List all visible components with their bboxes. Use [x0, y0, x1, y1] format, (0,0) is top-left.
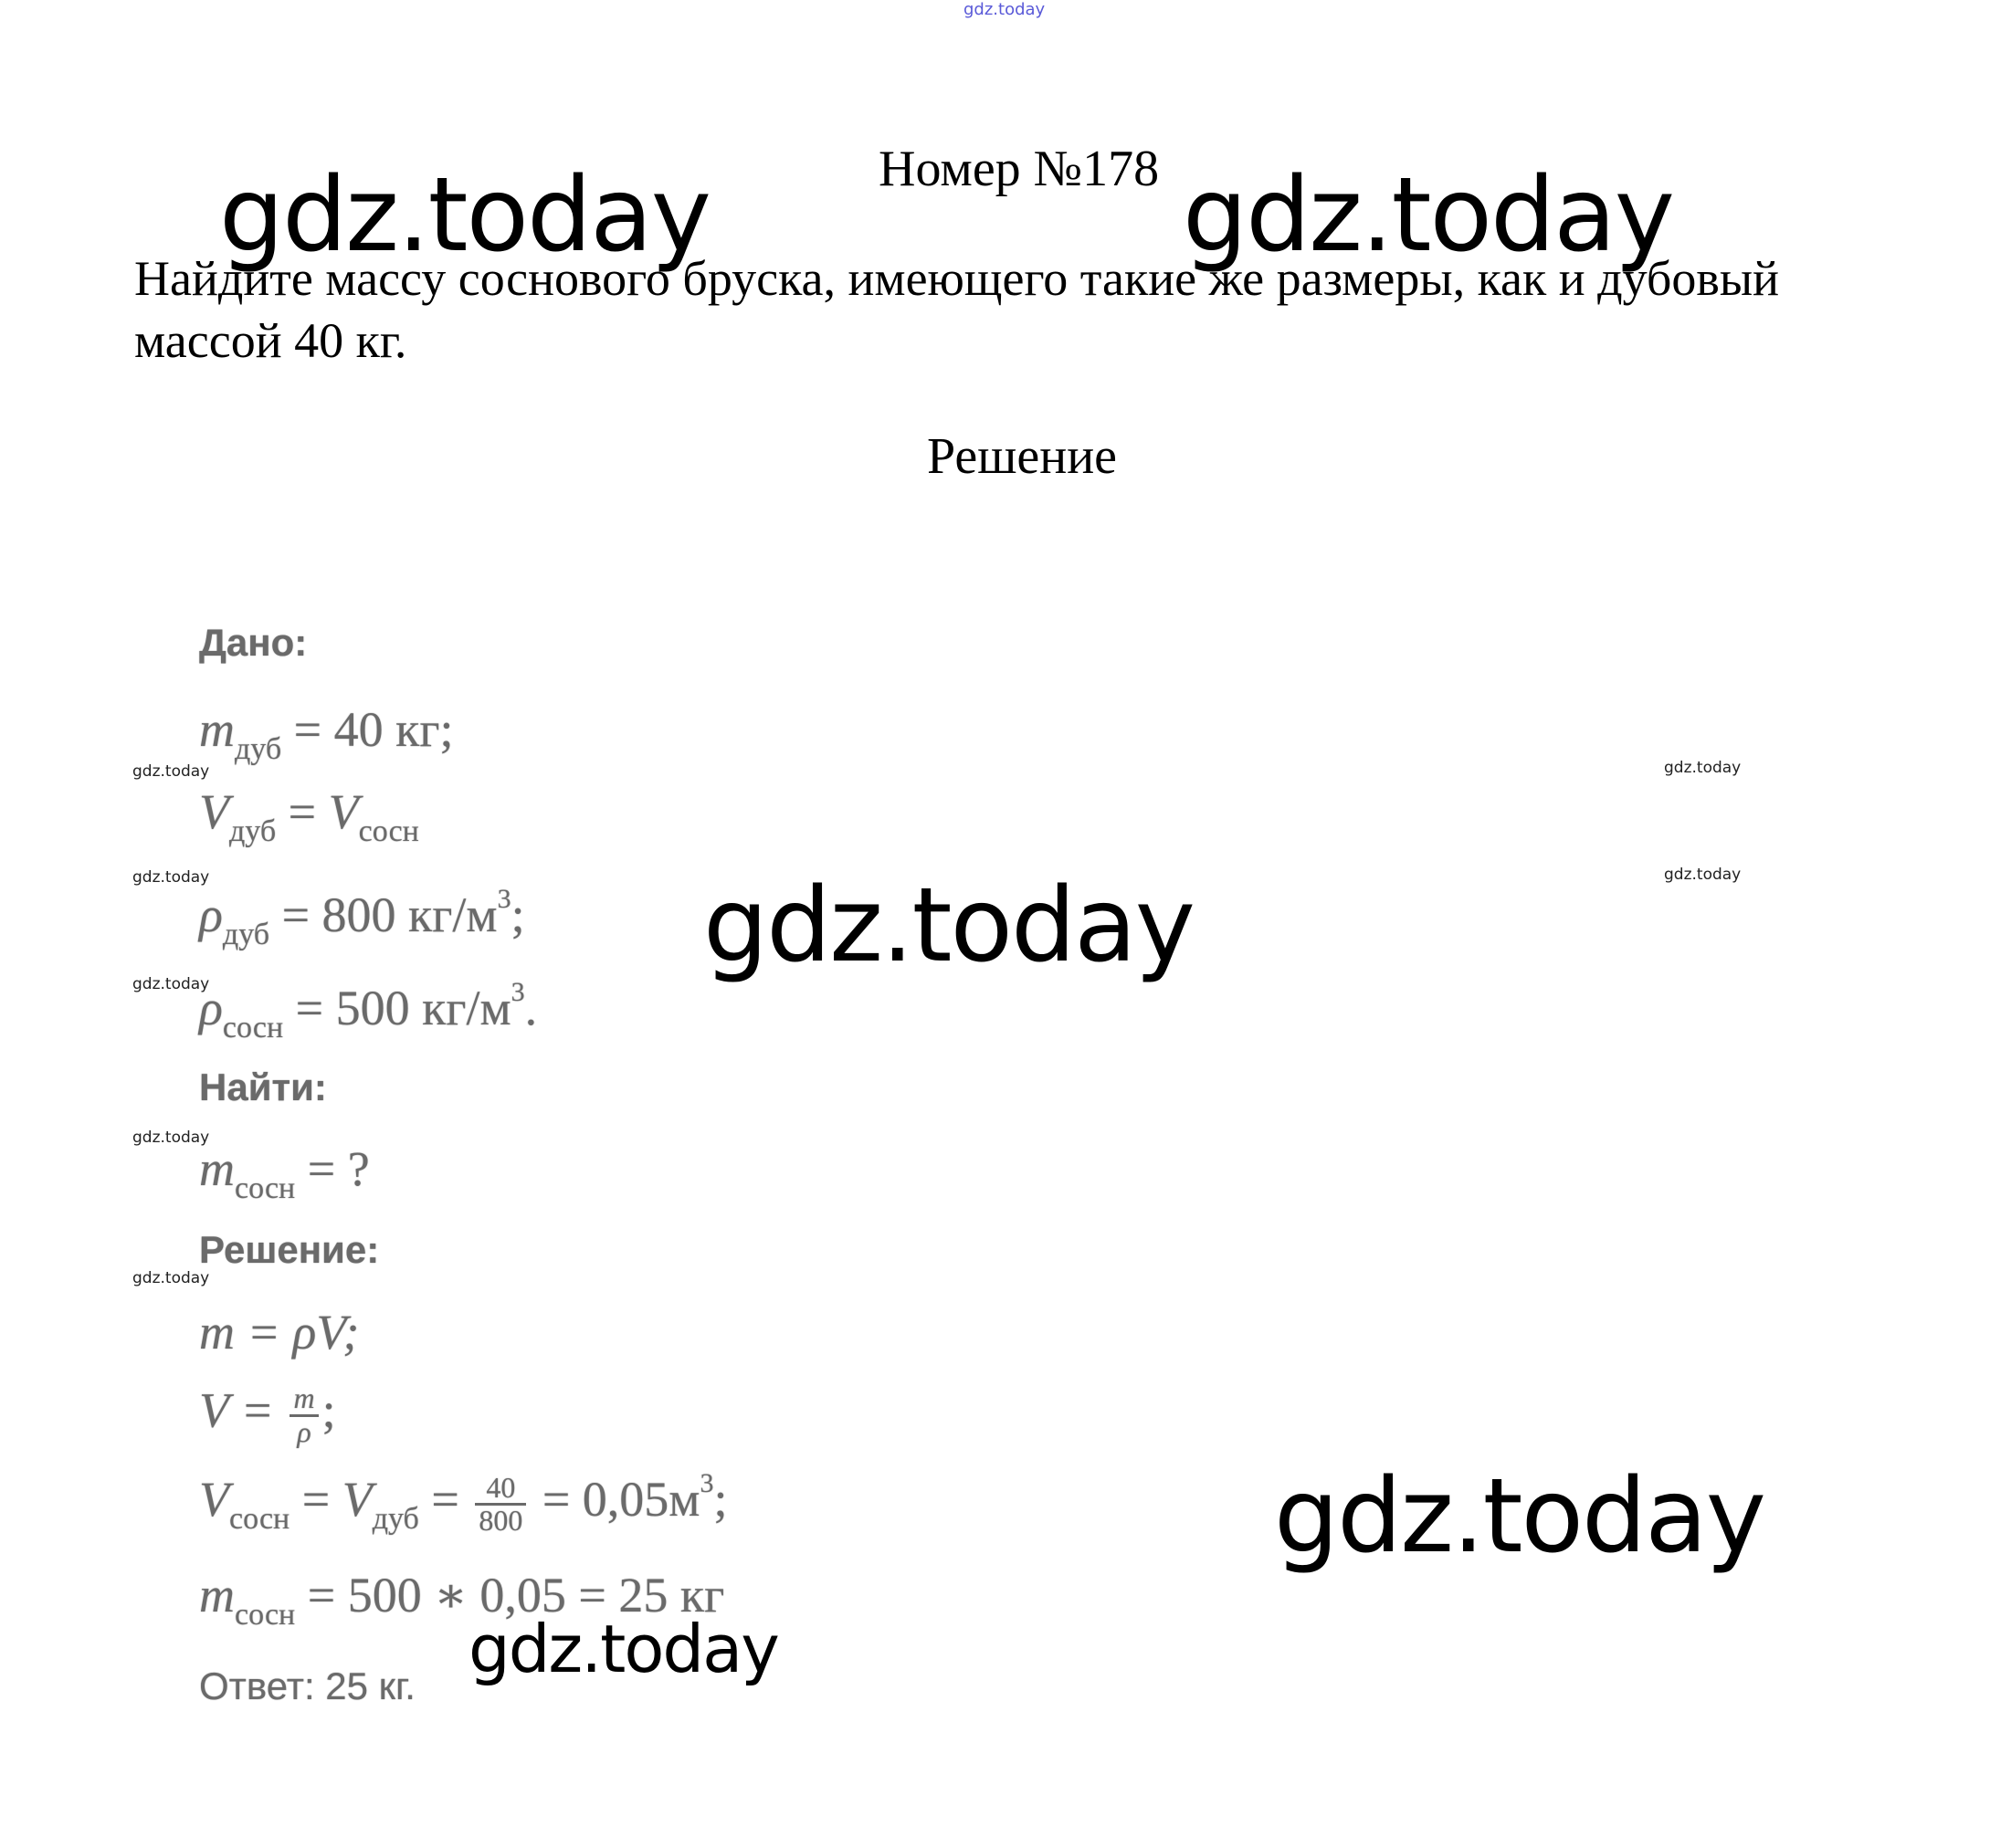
solution-label: Решение: [199, 1228, 380, 1271]
watermark-small-1: gdz.today [132, 762, 210, 781]
watermark-small-7: gdz.today [1664, 866, 1742, 884]
task-text: Найдите массу соснового бруска, имеющего такие же размеры, как и дубовый массой 40 кг. [134, 251, 1780, 368]
step-formula-mass: m = ρV; [199, 1305, 360, 1360]
page-title: Номер №178 [879, 141, 1160, 197]
find-m-pine: $m_{сосн}$ = ? [199, 1141, 370, 1205]
find-label: Найти: [199, 1066, 327, 1108]
watermark-small-5: gdz.today [132, 1269, 210, 1287]
given-m-oak: $m_{дуб} = 40$ кг; [199, 702, 454, 766]
step-mass-calc: $m_{сосн} = 500$ ∗ 0,05 = 25 кг [199, 1568, 725, 1632]
step-volume-calc: $V_{сосн} = V_{дуб}$ = $\frac{40}{800}$ = $0,05м^3$; [199, 1468, 728, 1538]
given-volume-equal: $V_{дуб} = V_{сосн}$ [199, 784, 419, 848]
watermark-top: gdz.today [963, 0, 1046, 19]
watermark-medium: gdz.today [469, 1611, 778, 1687]
step-formula-volume: V = $\frac{m}{\rho}$ ; [199, 1381, 336, 1448]
watermark-small-6: gdz.today [1664, 759, 1742, 777]
watermark-small-2: gdz.today [132, 868, 210, 887]
watermark-large-1: gdz.today [219, 156, 711, 275]
watermark-large-3: gdz.today [703, 866, 1195, 985]
answer: Ответ: 25 кг. [199, 1664, 416, 1707]
watermark-small-3: gdz.today [132, 975, 210, 993]
given-rho-pine: $\rho_{сосн} = 500$ $кг/м^3$. [199, 977, 538, 1045]
watermark-large-2: gdz.today [1183, 156, 1674, 275]
watermark-large-4: gdz.today [1274, 1457, 1765, 1576]
given-rho-oak: $\rho_{дуб} = 800$ $кг/м^3$; [199, 884, 525, 951]
watermark-small-4: gdz.today [132, 1129, 210, 1147]
given-label: Дано: [199, 621, 308, 664]
solution-heading: Решение [927, 428, 1118, 485]
